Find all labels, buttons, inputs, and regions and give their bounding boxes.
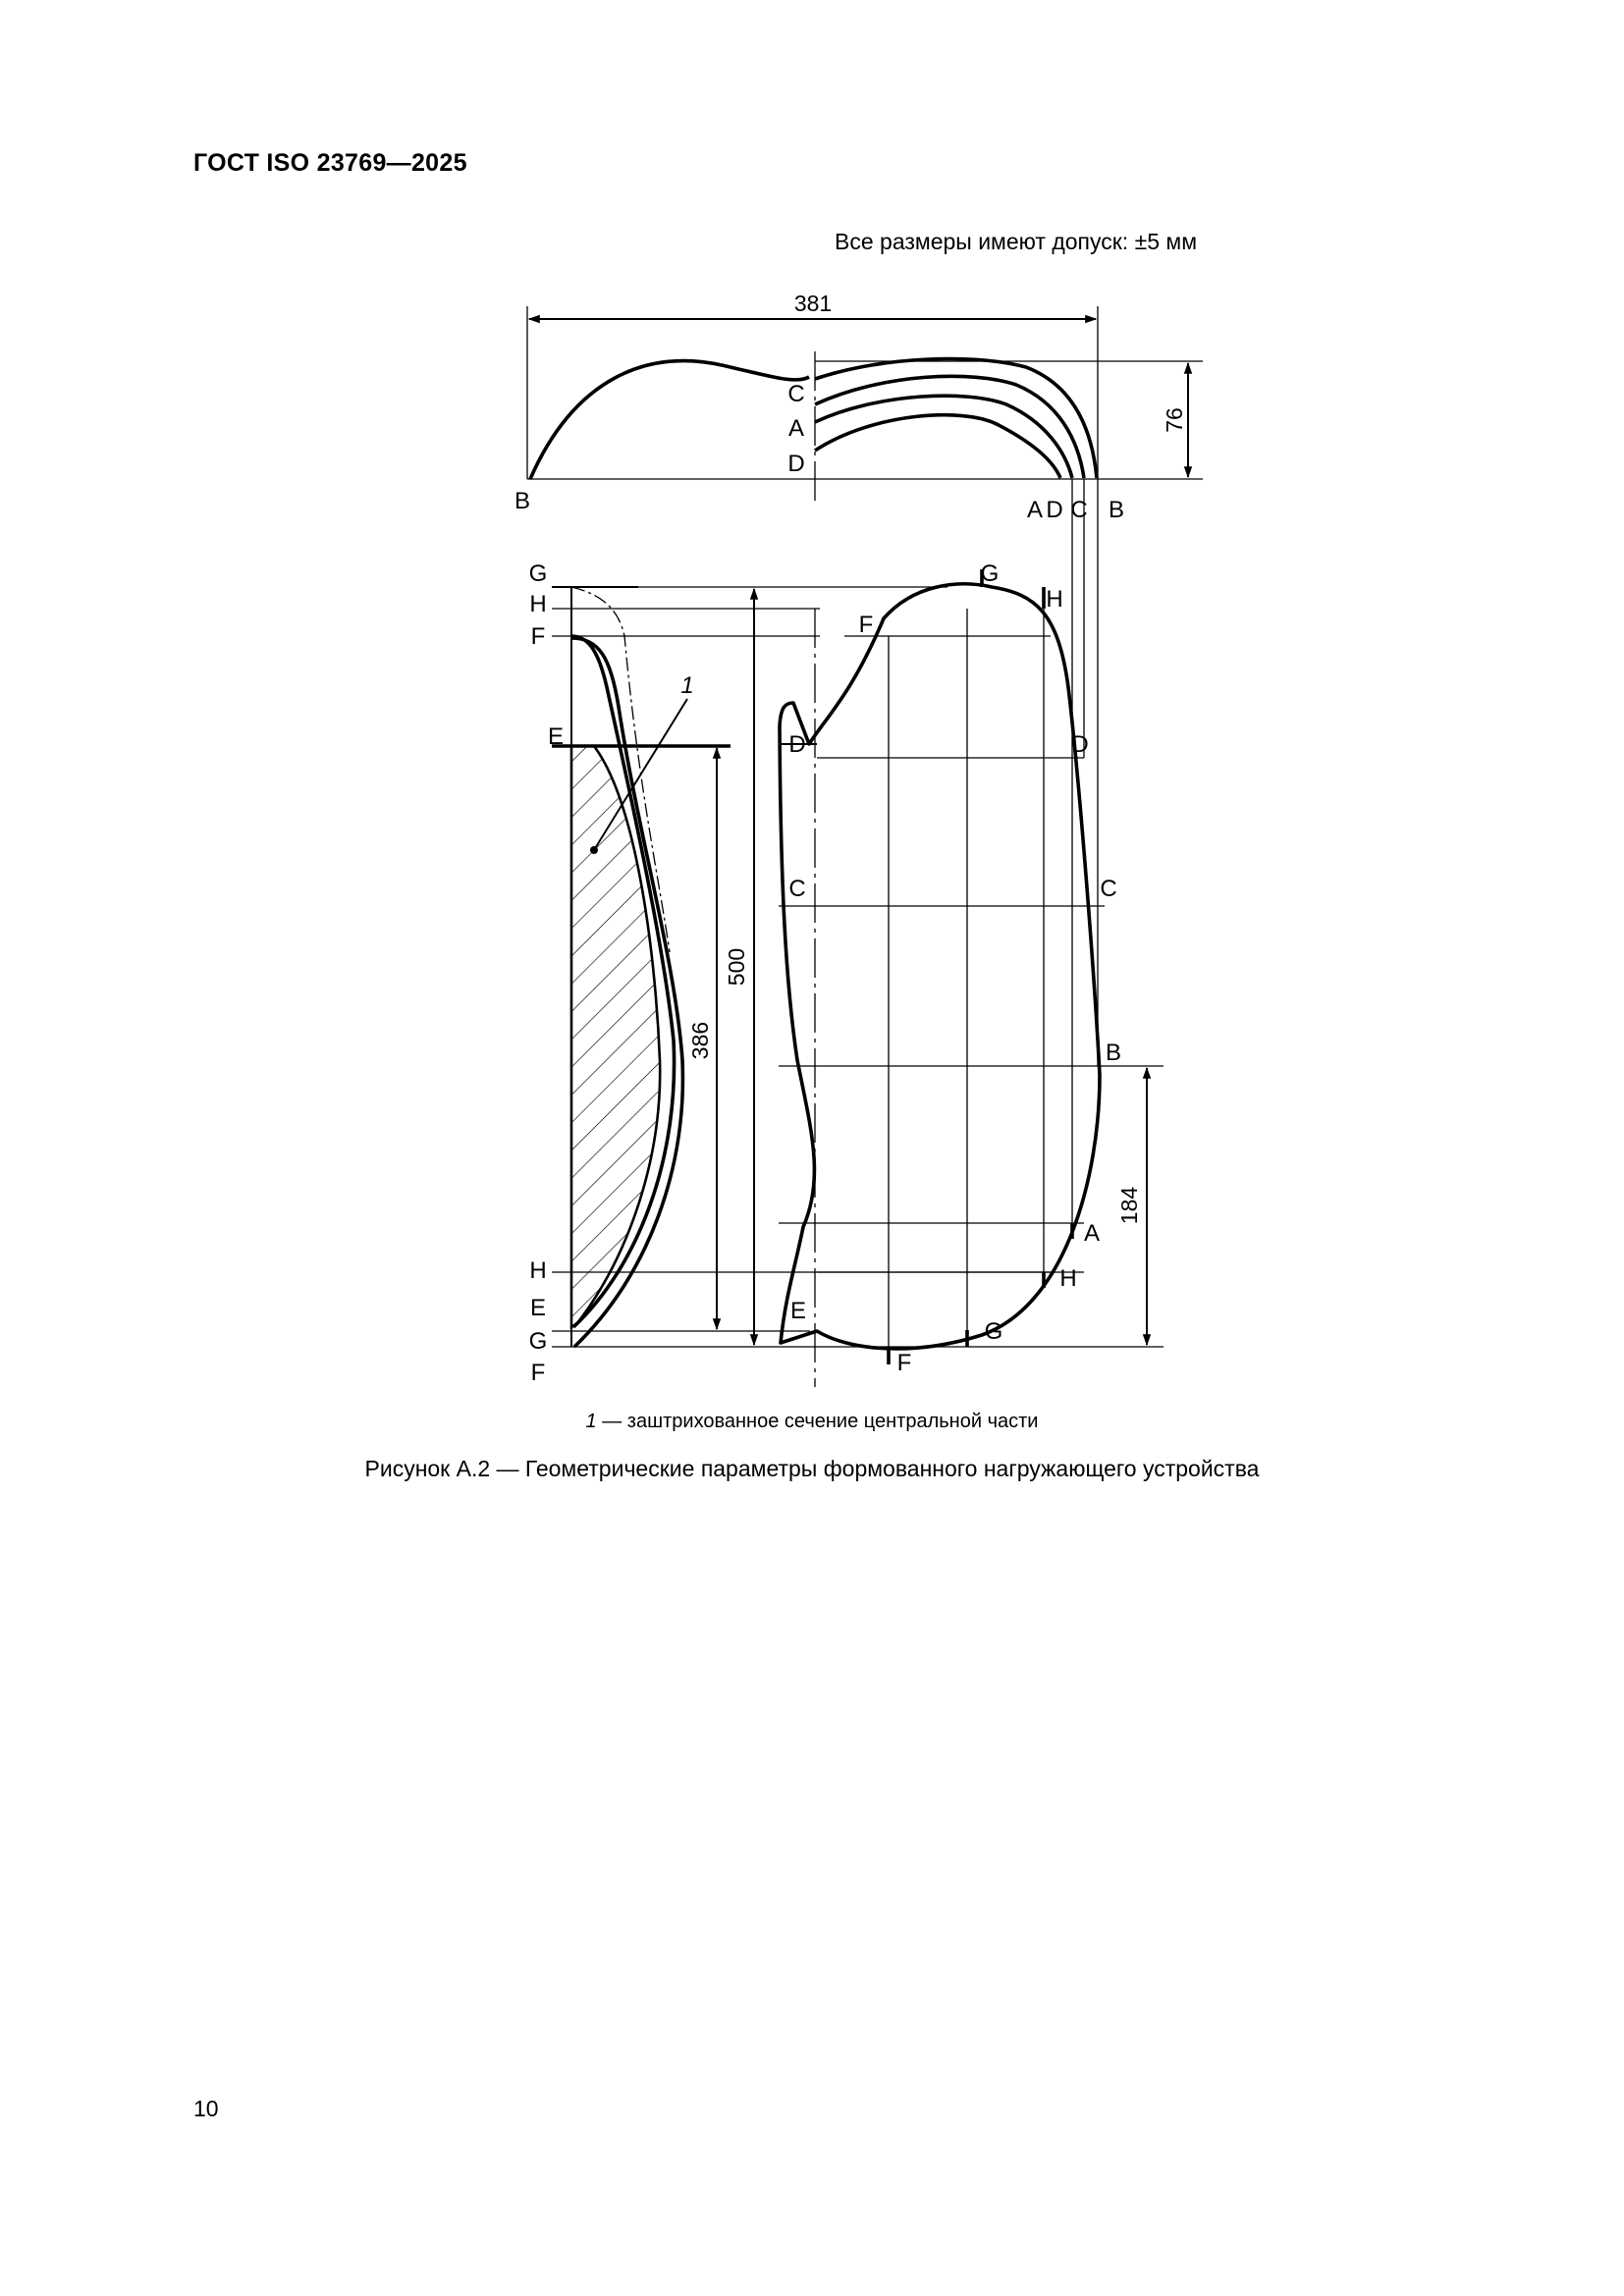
label-e-plan-bottom: E	[789, 1298, 807, 1324]
label-g-plan-top: G	[980, 561, 1000, 587]
height-184-label: 184	[1116, 1186, 1143, 1225]
label-d-top-right: D	[1046, 497, 1063, 523]
label-f-plan-bottom: F	[896, 1350, 912, 1376]
label-b-top-left: B	[514, 488, 531, 514]
label-e-side-top: E	[547, 723, 565, 750]
label-h-side-top: H	[529, 591, 547, 617]
label-h-plan-top: H	[1046, 586, 1063, 613]
label-a-top-right: A	[1026, 497, 1044, 523]
label-c-plan-right: C	[1100, 876, 1117, 902]
label-c-top: C	[787, 381, 805, 407]
figure-caption: Рисунок А.2 — Геометрические параметры формованного нагружающего устройства	[364, 1456, 1260, 1481]
label-h-plan-bottom: H	[1059, 1265, 1077, 1292]
label-c-plan-left: C	[788, 876, 806, 902]
legend-number: 1	[585, 1411, 597, 1432]
callout-number: 1	[680, 672, 694, 699]
label-d-plan-right: D	[1071, 731, 1089, 758]
label-f-side-bottom: F	[530, 1360, 546, 1386]
height-76-label: 76	[1162, 407, 1188, 433]
label-f-side-top: F	[530, 623, 546, 650]
top-view	[527, 291, 1203, 507]
label-g-side-top: G	[528, 561, 548, 587]
height-500-label: 500	[724, 947, 750, 987]
label-d-plan-left: D	[788, 731, 806, 758]
label-h-side-bottom: H	[529, 1257, 547, 1284]
label-a-top: A	[787, 415, 805, 442]
figure-legend	[0, 1411, 1624, 1433]
height-386-label: 386	[687, 1021, 714, 1060]
label-b-top-right: B	[1108, 497, 1125, 523]
hatched-section	[571, 746, 660, 1327]
document-header: ГОСТ ISO 23769—2025	[193, 149, 467, 177]
label-g-side-bottom: G	[528, 1328, 548, 1355]
tolerance-note: Все размеры имеют допуск: ±5 мм	[835, 229, 1198, 254]
label-g-plan-bottom: G	[984, 1318, 1003, 1345]
label-d-top: D	[787, 451, 805, 477]
legend-text: — заштрихованное сечение центральной части	[596, 1411, 1039, 1432]
label-c-top-right: C	[1070, 497, 1088, 523]
label-f-plan-top: F	[858, 612, 874, 638]
label-e-side-bottom: E	[529, 1295, 547, 1321]
width-dimension-label: 381	[793, 291, 833, 316]
label-b-plan: B	[1105, 1040, 1122, 1066]
page-number: 10	[193, 2096, 219, 2121]
plan-view	[779, 479, 1164, 1387]
label-a-plan: A	[1083, 1220, 1101, 1247]
